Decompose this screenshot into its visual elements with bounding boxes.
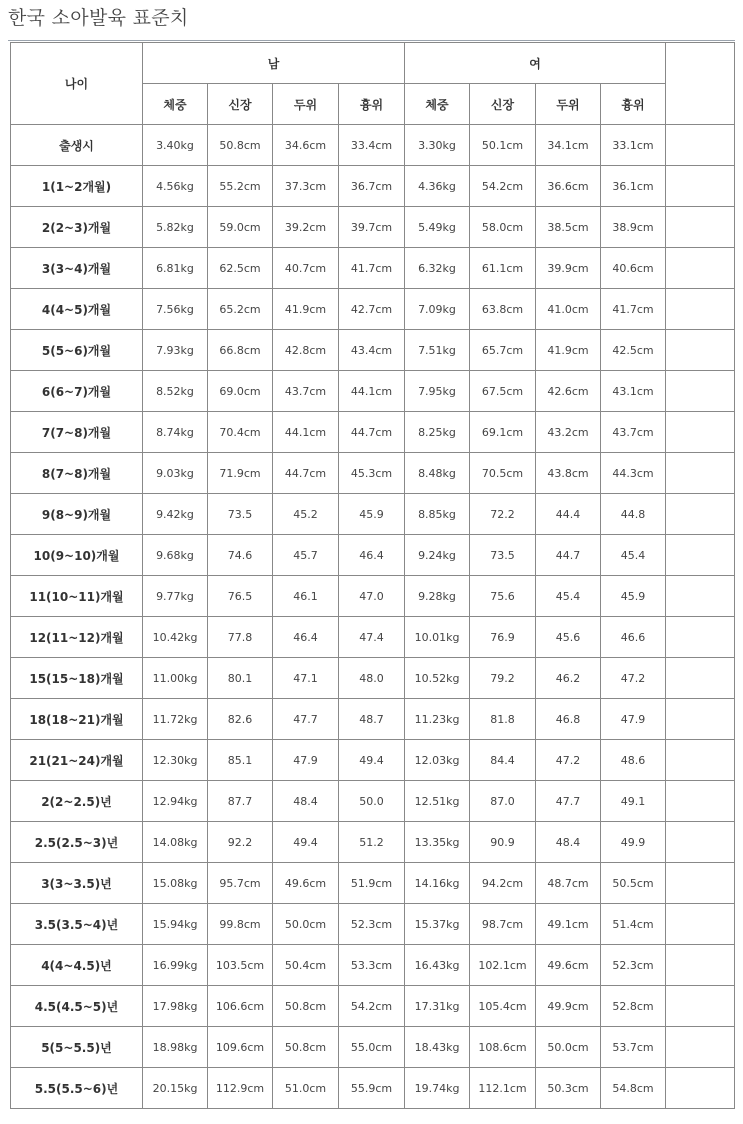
- male-chest-circumference-cell: 48.0: [339, 658, 405, 699]
- female-weight-cell: 9.24kg: [405, 535, 470, 576]
- age-cell: 5.5(5.5~6)년: [11, 1068, 143, 1109]
- female-chest-circumference-cell: 46.6: [601, 617, 666, 658]
- empty-cell: [666, 330, 735, 371]
- empty-cell: [666, 576, 735, 617]
- male-head-circumference-cell: 44.7cm: [273, 453, 339, 494]
- female-weight-cell: 5.49kg: [405, 207, 470, 248]
- female-height-cell: 76.9: [470, 617, 536, 658]
- male-height-cell: 69.0cm: [208, 371, 273, 412]
- male-head-circumference-cell: 40.7cm: [273, 248, 339, 289]
- female-chest-circumference-header: 흉위: [601, 84, 666, 125]
- female-chest-circumference-cell: 36.1cm: [601, 166, 666, 207]
- female-head-circumference-cell: 38.5cm: [536, 207, 601, 248]
- female-chest-circumference-cell: 40.6cm: [601, 248, 666, 289]
- female-weight-cell: 7.95kg: [405, 371, 470, 412]
- male-height-cell: 77.8: [208, 617, 273, 658]
- female-weight-cell: 8.48kg: [405, 453, 470, 494]
- female-head-circumference-cell: 48.7cm: [536, 863, 601, 904]
- male-chest-circumference-cell: 41.7cm: [339, 248, 405, 289]
- female-chest-circumference-cell: 33.1cm: [601, 125, 666, 166]
- female-head-circumference-header: 두위: [536, 84, 601, 125]
- male-chest-circumference-cell: 54.2cm: [339, 986, 405, 1027]
- male-chest-circumference-cell: 44.1cm: [339, 371, 405, 412]
- female-chest-circumference-cell: 49.9: [601, 822, 666, 863]
- female-height-cell: 79.2: [470, 658, 536, 699]
- male-height-cell: 103.5cm: [208, 945, 273, 986]
- age-cell: 3.5(3.5~4)년: [11, 904, 143, 945]
- female-height-cell: 73.5: [470, 535, 536, 576]
- male-group-header: 남: [143, 43, 405, 84]
- female-head-circumference-cell: 50.0cm: [536, 1027, 601, 1068]
- male-chest-circumference-cell: 45.3cm: [339, 453, 405, 494]
- table-row: [11, 658, 735, 699]
- empty-cell: [666, 248, 735, 289]
- female-chest-circumference-cell: 50.5cm: [601, 863, 666, 904]
- male-head-circumference-cell: 47.1: [273, 658, 339, 699]
- empty-cell: [666, 207, 735, 248]
- male-head-circumference-header: 두위: [273, 84, 339, 125]
- male-height-cell: 76.5: [208, 576, 273, 617]
- female-head-circumference-cell: 45.6: [536, 617, 601, 658]
- male-chest-circumference-cell: 39.7cm: [339, 207, 405, 248]
- female-chest-circumference-cell: 41.7cm: [601, 289, 666, 330]
- female-height-cell: 72.2: [470, 494, 536, 535]
- empty-cell: [666, 166, 735, 207]
- empty-cell: [666, 1068, 735, 1109]
- age-cell: 6(6~7)개월: [11, 371, 143, 412]
- empty-cell: [666, 658, 735, 699]
- age-cell: 4(4~5)개월: [11, 289, 143, 330]
- female-chest-circumference-cell: 43.1cm: [601, 371, 666, 412]
- empty-cell: [666, 986, 735, 1027]
- female-chest-circumference-cell: 52.3cm: [601, 945, 666, 986]
- female-head-circumference-cell: 42.6cm: [536, 371, 601, 412]
- female-height-cell: 70.5cm: [470, 453, 536, 494]
- age-cell: 3(3~4)개월: [11, 248, 143, 289]
- male-head-circumference-cell: 46.1: [273, 576, 339, 617]
- female-height-cell: 54.2cm: [470, 166, 536, 207]
- female-weight-cell: 11.23kg: [405, 699, 470, 740]
- female-chest-circumference-cell: 52.8cm: [601, 986, 666, 1027]
- female-head-circumference-cell: 34.1cm: [536, 125, 601, 166]
- table-row: [11, 535, 735, 576]
- male-height-cell: 82.6: [208, 699, 273, 740]
- table-row: [11, 166, 735, 207]
- age-cell: 1(1~2개월): [11, 166, 143, 207]
- male-height-cell: 112.9cm: [208, 1068, 273, 1109]
- table-row: [11, 289, 735, 330]
- male-weight-cell: 3.40kg: [143, 125, 208, 166]
- male-weight-cell: 17.98kg: [143, 986, 208, 1027]
- empty-cell: [666, 904, 735, 945]
- male-head-circumference-cell: 45.2: [273, 494, 339, 535]
- male-chest-circumference-cell: 49.4: [339, 740, 405, 781]
- female-height-cell: 69.1cm: [470, 412, 536, 453]
- female-head-circumference-cell: 46.8: [536, 699, 601, 740]
- female-head-circumference-cell: 47.2: [536, 740, 601, 781]
- table-row: [11, 863, 735, 904]
- male-head-circumference-cell: 42.8cm: [273, 330, 339, 371]
- male-height-cell: 99.8cm: [208, 904, 273, 945]
- table-row: [11, 781, 735, 822]
- female-head-circumference-cell: 49.6cm: [536, 945, 601, 986]
- age-cell: 3(3~3.5)년: [11, 863, 143, 904]
- male-height-cell: 95.7cm: [208, 863, 273, 904]
- female-head-circumference-cell: 45.4: [536, 576, 601, 617]
- table-row: [11, 617, 735, 658]
- male-height-cell: 109.6cm: [208, 1027, 273, 1068]
- male-chest-circumference-cell: 55.9cm: [339, 1068, 405, 1109]
- male-weight-cell: 10.42kg: [143, 617, 208, 658]
- male-chest-circumference-cell: 47.4: [339, 617, 405, 658]
- male-weight-cell: 6.81kg: [143, 248, 208, 289]
- empty-cell: [666, 617, 735, 658]
- male-weight-cell: 12.94kg: [143, 781, 208, 822]
- age-cell: 2.5(2.5~3)년: [11, 822, 143, 863]
- table-row: [11, 945, 735, 986]
- male-head-circumference-cell: 48.4: [273, 781, 339, 822]
- male-head-circumference-cell: 41.9cm: [273, 289, 339, 330]
- female-chest-circumference-cell: 45.4: [601, 535, 666, 576]
- male-height-cell: 87.7: [208, 781, 273, 822]
- male-chest-circumference-cell: 46.4: [339, 535, 405, 576]
- male-weight-cell: 9.42kg: [143, 494, 208, 535]
- female-height-cell: 65.7cm: [470, 330, 536, 371]
- age-cell: 10(9~10)개월: [11, 535, 143, 576]
- female-weight-cell: 7.09kg: [405, 289, 470, 330]
- age-cell: 4.5(4.5~5)년: [11, 986, 143, 1027]
- age-cell: 2(2~2.5)년: [11, 781, 143, 822]
- female-chest-circumference-cell: 48.6: [601, 740, 666, 781]
- female-height-cell: 105.4cm: [470, 986, 536, 1027]
- male-weight-cell: 15.08kg: [143, 863, 208, 904]
- female-head-circumference-cell: 39.9cm: [536, 248, 601, 289]
- empty-cell: [666, 822, 735, 863]
- female-chest-circumference-cell: 42.5cm: [601, 330, 666, 371]
- female-weight-cell: 10.01kg: [405, 617, 470, 658]
- male-height-cell: 50.8cm: [208, 125, 273, 166]
- female-weight-cell: 12.51kg: [405, 781, 470, 822]
- female-group-header: 여: [405, 43, 666, 84]
- female-height-cell: 112.1cm: [470, 1068, 536, 1109]
- female-chest-circumference-cell: 44.8: [601, 494, 666, 535]
- table-row: [11, 494, 735, 535]
- age-cell: 12(11~12)개월: [11, 617, 143, 658]
- male-chest-circumference-cell: 36.7cm: [339, 166, 405, 207]
- table-row: [11, 371, 735, 412]
- male-height-cell: 92.2: [208, 822, 273, 863]
- age-cell: 5(5~6)개월: [11, 330, 143, 371]
- empty-cell: [666, 699, 735, 740]
- table-row: [11, 453, 735, 494]
- male-head-circumference-cell: 34.6cm: [273, 125, 339, 166]
- male-weight-cell: 20.15kg: [143, 1068, 208, 1109]
- female-weight-cell: 14.16kg: [405, 863, 470, 904]
- age-cell: 15(15~18)개월: [11, 658, 143, 699]
- age-cell: 9(8~9)개월: [11, 494, 143, 535]
- female-chest-circumference-cell: 38.9cm: [601, 207, 666, 248]
- male-head-circumference-cell: 39.2cm: [273, 207, 339, 248]
- empty-cell: [666, 125, 735, 166]
- male-head-circumference-cell: 50.4cm: [273, 945, 339, 986]
- male-weight-cell: 18.98kg: [143, 1027, 208, 1068]
- table-row: [11, 576, 735, 617]
- female-weight-cell: 3.30kg: [405, 125, 470, 166]
- female-height-cell: 108.6cm: [470, 1027, 536, 1068]
- empty-cell: [666, 945, 735, 986]
- female-head-circumference-cell: 43.8cm: [536, 453, 601, 494]
- male-head-circumference-cell: 49.4: [273, 822, 339, 863]
- male-head-circumference-cell: 50.8cm: [273, 986, 339, 1027]
- female-weight-cell: 16.43kg: [405, 945, 470, 986]
- female-height-cell: 102.1cm: [470, 945, 536, 986]
- male-weight-cell: 9.68kg: [143, 535, 208, 576]
- male-height-cell: 65.2cm: [208, 289, 273, 330]
- female-head-circumference-cell: 50.3cm: [536, 1068, 601, 1109]
- female-height-cell: 75.6: [470, 576, 536, 617]
- male-height-cell: 59.0cm: [208, 207, 273, 248]
- female-head-circumference-cell: 44.4: [536, 494, 601, 535]
- empty-column-header: [666, 43, 735, 125]
- age-cell: 18(18~21)개월: [11, 699, 143, 740]
- empty-cell: [666, 494, 735, 535]
- female-height-cell: 94.2cm: [470, 863, 536, 904]
- male-chest-circumference-cell: 55.0cm: [339, 1027, 405, 1068]
- male-height-cell: 71.9cm: [208, 453, 273, 494]
- male-weight-cell: 12.30kg: [143, 740, 208, 781]
- male-weight-cell: 16.99kg: [143, 945, 208, 986]
- female-head-circumference-cell: 41.9cm: [536, 330, 601, 371]
- male-chest-circumference-cell: 45.9: [339, 494, 405, 535]
- male-chest-circumference-cell: 47.0: [339, 576, 405, 617]
- female-chest-circumference-cell: 49.1: [601, 781, 666, 822]
- age-cell: 2(2~3)개월: [11, 207, 143, 248]
- female-weight-cell: 9.28kg: [405, 576, 470, 617]
- female-height-cell: 61.1cm: [470, 248, 536, 289]
- age-cell: 5(5~5.5)년: [11, 1027, 143, 1068]
- female-head-circumference-cell: 46.2: [536, 658, 601, 699]
- female-head-circumference-cell: 48.4: [536, 822, 601, 863]
- female-head-circumference-cell: 47.7: [536, 781, 601, 822]
- page-title: 한국 소아발육 표준치: [8, 7, 189, 29]
- table-row: [11, 125, 735, 166]
- male-head-circumference-cell: 43.7cm: [273, 371, 339, 412]
- male-chest-circumference-cell: 43.4cm: [339, 330, 405, 371]
- female-weight-header: 체중: [405, 84, 470, 125]
- male-height-cell: 85.1: [208, 740, 273, 781]
- female-weight-cell: 17.31kg: [405, 986, 470, 1027]
- table-row: [11, 248, 735, 289]
- female-height-cell: 98.7cm: [470, 904, 536, 945]
- female-chest-circumference-cell: 53.7cm: [601, 1027, 666, 1068]
- male-height-cell: 66.8cm: [208, 330, 273, 371]
- male-chest-circumference-cell: 48.7: [339, 699, 405, 740]
- female-weight-cell: 19.74kg: [405, 1068, 470, 1109]
- female-weight-cell: 7.51kg: [405, 330, 470, 371]
- empty-cell: [666, 371, 735, 412]
- male-chest-circumference-cell: 53.3cm: [339, 945, 405, 986]
- male-chest-circumference-cell: 51.9cm: [339, 863, 405, 904]
- male-height-cell: 73.5: [208, 494, 273, 535]
- table-row: [11, 1027, 735, 1068]
- female-head-circumference-cell: 49.1cm: [536, 904, 601, 945]
- male-height-cell: 80.1: [208, 658, 273, 699]
- female-weight-cell: 12.03kg: [405, 740, 470, 781]
- female-chest-circumference-cell: 44.3cm: [601, 453, 666, 494]
- male-chest-circumference-header: 흉위: [339, 84, 405, 125]
- table-row: [11, 986, 735, 1027]
- female-height-header: 신장: [470, 84, 536, 125]
- age-cell: 7(7~8)개월: [11, 412, 143, 453]
- empty-cell: [666, 412, 735, 453]
- empty-cell: [666, 863, 735, 904]
- male-height-cell: 74.6: [208, 535, 273, 576]
- female-height-cell: 63.8cm: [470, 289, 536, 330]
- age-cell: 출생시: [11, 125, 143, 166]
- female-height-cell: 50.1cm: [470, 125, 536, 166]
- male-weight-cell: 8.74kg: [143, 412, 208, 453]
- female-chest-circumference-cell: 54.8cm: [601, 1068, 666, 1109]
- female-chest-circumference-cell: 45.9: [601, 576, 666, 617]
- male-head-circumference-cell: 50.0cm: [273, 904, 339, 945]
- female-weight-cell: 8.85kg: [405, 494, 470, 535]
- male-head-circumference-cell: 47.7: [273, 699, 339, 740]
- table-row: [11, 412, 735, 453]
- male-head-circumference-cell: 49.6cm: [273, 863, 339, 904]
- male-chest-circumference-cell: 50.0: [339, 781, 405, 822]
- female-head-circumference-cell: 49.9cm: [536, 986, 601, 1027]
- male-weight-cell: 14.08kg: [143, 822, 208, 863]
- male-chest-circumference-cell: 52.3cm: [339, 904, 405, 945]
- female-head-circumference-cell: 36.6cm: [536, 166, 601, 207]
- table-row: [11, 1068, 735, 1109]
- empty-cell: [666, 535, 735, 576]
- female-weight-cell: 6.32kg: [405, 248, 470, 289]
- male-weight-cell: 11.72kg: [143, 699, 208, 740]
- male-weight-cell: 7.56kg: [143, 289, 208, 330]
- male-chest-circumference-cell: 51.2: [339, 822, 405, 863]
- table-row: [11, 822, 735, 863]
- male-chest-circumference-cell: 33.4cm: [339, 125, 405, 166]
- table-row: [11, 330, 735, 371]
- female-chest-circumference-cell: 51.4cm: [601, 904, 666, 945]
- male-weight-cell: 5.82kg: [143, 207, 208, 248]
- empty-cell: [666, 289, 735, 330]
- female-chest-circumference-cell: 47.9: [601, 699, 666, 740]
- male-head-circumference-cell: 44.1cm: [273, 412, 339, 453]
- female-height-cell: 90.9: [470, 822, 536, 863]
- table-row: [11, 740, 735, 781]
- female-weight-cell: 8.25kg: [405, 412, 470, 453]
- age-cell: 8(7~8)개월: [11, 453, 143, 494]
- female-weight-cell: 18.43kg: [405, 1027, 470, 1068]
- male-height-cell: 70.4cm: [208, 412, 273, 453]
- female-weight-cell: 13.35kg: [405, 822, 470, 863]
- female-height-cell: 58.0cm: [470, 207, 536, 248]
- empty-cell: [666, 781, 735, 822]
- table-row: [11, 904, 735, 945]
- male-head-circumference-cell: 37.3cm: [273, 166, 339, 207]
- age-cell: 21(21~24)개월: [11, 740, 143, 781]
- male-height-cell: 55.2cm: [208, 166, 273, 207]
- female-chest-circumference-cell: 47.2: [601, 658, 666, 699]
- table-row: [11, 207, 735, 248]
- age-cell: 11(10~11)개월: [11, 576, 143, 617]
- male-head-circumference-cell: 46.4: [273, 617, 339, 658]
- male-head-circumference-cell: 47.9: [273, 740, 339, 781]
- male-chest-circumference-cell: 44.7cm: [339, 412, 405, 453]
- title-divider: [8, 40, 735, 41]
- male-weight-header: 체중: [143, 84, 208, 125]
- female-height-cell: 81.8: [470, 699, 536, 740]
- male-weight-cell: 4.56kg: [143, 166, 208, 207]
- empty-cell: [666, 1027, 735, 1068]
- age-column-header: 나이: [11, 43, 143, 125]
- male-weight-cell: 7.93kg: [143, 330, 208, 371]
- male-weight-cell: 11.00kg: [143, 658, 208, 699]
- male-head-circumference-cell: 50.8cm: [273, 1027, 339, 1068]
- male-height-cell: 62.5cm: [208, 248, 273, 289]
- female-head-circumference-cell: 43.2cm: [536, 412, 601, 453]
- male-chest-circumference-cell: 42.7cm: [339, 289, 405, 330]
- female-height-cell: 87.0: [470, 781, 536, 822]
- growth-standards-table: [10, 42, 735, 1109]
- female-height-cell: 67.5cm: [470, 371, 536, 412]
- male-weight-cell: 9.03kg: [143, 453, 208, 494]
- male-height-cell: 106.6cm: [208, 986, 273, 1027]
- empty-cell: [666, 453, 735, 494]
- age-cell: 4(4~4.5)년: [11, 945, 143, 986]
- female-head-circumference-cell: 44.7: [536, 535, 601, 576]
- female-weight-cell: 10.52kg: [405, 658, 470, 699]
- male-weight-cell: 8.52kg: [143, 371, 208, 412]
- male-head-circumference-cell: 51.0cm: [273, 1068, 339, 1109]
- male-head-circumference-cell: 45.7: [273, 535, 339, 576]
- female-chest-circumference-cell: 43.7cm: [601, 412, 666, 453]
- male-height-header: 신장: [208, 84, 273, 125]
- table-row: [11, 699, 735, 740]
- female-height-cell: 84.4: [470, 740, 536, 781]
- male-weight-cell: 15.94kg: [143, 904, 208, 945]
- female-head-circumference-cell: 41.0cm: [536, 289, 601, 330]
- empty-cell: [666, 740, 735, 781]
- female-weight-cell: 4.36kg: [405, 166, 470, 207]
- female-weight-cell: 15.37kg: [405, 904, 470, 945]
- male-weight-cell: 9.77kg: [143, 576, 208, 617]
